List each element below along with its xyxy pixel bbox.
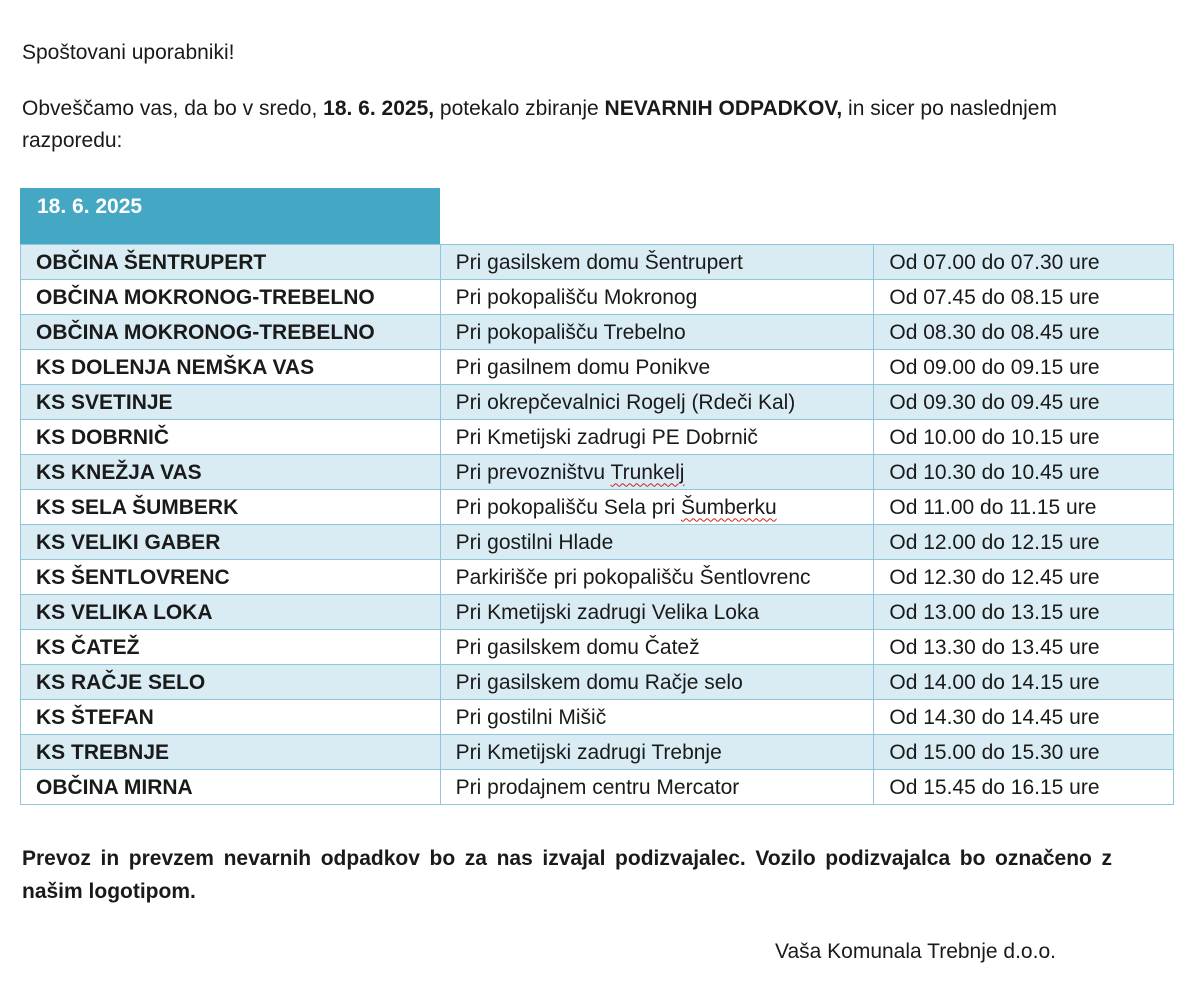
time-cell: Od 12.30 do 12.45 ure [874, 560, 1174, 595]
collection-date: 18. 6. 2025, [323, 97, 435, 120]
table-row [21, 315, 1174, 350]
spellcheck-flagged-word: Šumberku [680, 495, 777, 519]
intro-text-1: Obveščamo vas, da bo v sredo, [22, 97, 324, 120]
table-row [21, 455, 1174, 490]
location-text: Pri pokopališču Sela pri [455, 495, 681, 519]
time-cell: Od 09.00 do 09.15 ure [874, 350, 1174, 385]
area-cell: KS SVETINJE [21, 385, 441, 420]
time-cell: Od 14.30 do 14.45 ure [874, 700, 1174, 735]
location-text: Pri prevozništvu [455, 460, 611, 484]
time-cell: Od 12.00 do 12.15 ure [874, 525, 1174, 560]
table-row [21, 770, 1174, 805]
intro-paragraph [22, 93, 1132, 157]
table-row [21, 560, 1174, 595]
table-row [21, 385, 1174, 420]
area-cell: OBČINA MOKRONOG-TREBELNO [21, 315, 441, 350]
time-cell: Od 09.30 do 09.45 ure [874, 385, 1174, 420]
location-cell: Pri gostilni Mišič [440, 700, 874, 735]
location-cell: Pri okrepčevalnici Rogelj (Rdeči Kal) [440, 385, 874, 420]
time-cell: Od 07.00 do 07.30 ure [874, 245, 1174, 280]
area-cell: KS DOBRNIČ [21, 420, 441, 455]
time-cell: Od 15.45 do 16.15 ure [874, 770, 1174, 805]
area-cell: OBČINA ŠENTRUPERT [21, 245, 441, 280]
table-row [21, 700, 1174, 735]
time-cell: Od 14.00 do 14.15 ure [874, 665, 1174, 700]
table-row [21, 630, 1174, 665]
table-row [21, 420, 1174, 455]
spellcheck-flagged-word: Trunkelj [610, 460, 685, 484]
area-cell: KS VELIKI GABER [21, 525, 441, 560]
location-cell [440, 490, 874, 525]
intro-text-3: in sicer po naslednjem razporedu: [22, 97, 1057, 152]
greeting: Spoštovani uporabniki! [22, 41, 235, 64]
area-cell: KS ČATEŽ [21, 630, 441, 665]
table-row [21, 595, 1174, 630]
location-cell: Pri prodajnem centru Mercator [440, 770, 874, 805]
table-row [21, 490, 1174, 525]
time-cell: Od 10.00 do 10.15 ure [874, 420, 1174, 455]
table-row [21, 280, 1174, 315]
schedule-table [20, 244, 1174, 805]
table-row [21, 735, 1174, 770]
area-cell: KS TREBNJE [21, 735, 441, 770]
location-cell: Pri gasilnem domu Ponikve [440, 350, 874, 385]
area-cell: KS RAČJE SELO [21, 665, 441, 700]
location-cell: Pri Kmetijski zadrugi Velika Loka [440, 595, 874, 630]
area-cell: KS DOLENJA NEMŠKA VAS [21, 350, 441, 385]
area-cell: OBČINA MIRNA [21, 770, 441, 805]
location-cell: Pri pokopališču Mokronog [440, 280, 874, 315]
time-cell: Od 08.30 do 08.45 ure [874, 315, 1174, 350]
intro-text-2: potekalo zbiranje [434, 97, 605, 120]
time-cell: Od 13.00 do 13.15 ure [874, 595, 1174, 630]
location-cell: Pri pokopališču Trebelno [440, 315, 874, 350]
area-cell: KS ŠTEFAN [21, 700, 441, 735]
location-cell: Parkirišče pri pokopališču Šentlovrenc [440, 560, 874, 595]
area-cell: KS SELA ŠUMBERK [21, 490, 441, 525]
area-cell: KS VELIKA LOKA [21, 595, 441, 630]
location-cell: Pri gostilni Hlade [440, 525, 874, 560]
area-cell: KS KNEŽJA VAS [21, 455, 441, 490]
location-cell: Pri gasilskem domu Račje selo [440, 665, 874, 700]
time-cell: Od 13.30 do 13.45 ure [874, 630, 1174, 665]
location-cell: Pri gasilskem domu Čatež [440, 630, 874, 665]
area-cell: KS ŠENTLOVRENC [21, 560, 441, 595]
waste-type: NEVARNIH ODPADKOV, [604, 97, 843, 120]
table-row [21, 665, 1174, 700]
closing-note: Prevoz in prevzem nevarnih odpadkov bo za nas izvajal podizvajalec. Vozilo podizvajalca bo označeno z našim logotipom. [22, 847, 1112, 903]
table-row [21, 525, 1174, 560]
time-cell: Od 15.00 do 15.30 ure [874, 735, 1174, 770]
area-cell: OBČINA MOKRONOG-TREBELNO [21, 280, 441, 315]
time-cell: Od 10.30 do 10.45 ure [874, 455, 1174, 490]
location-cell: Pri Kmetijski zadrugi PE Dobrnič [440, 420, 874, 455]
location-cell [440, 455, 874, 490]
table-date-header: 18. 6. 2025 [20, 188, 440, 244]
table-row [21, 350, 1174, 385]
schedule-table-body [21, 245, 1174, 805]
table-row [21, 245, 1174, 280]
time-cell: Od 11.00 do 11.15 ure [874, 490, 1174, 525]
signature: Vaša Komunala Trebnje d.o.o. [775, 940, 1056, 963]
location-cell: Pri Kmetijski zadrugi Trebnje [440, 735, 874, 770]
time-cell: Od 07.45 do 08.15 ure [874, 280, 1174, 315]
location-cell: Pri gasilskem domu Šentrupert [440, 245, 874, 280]
